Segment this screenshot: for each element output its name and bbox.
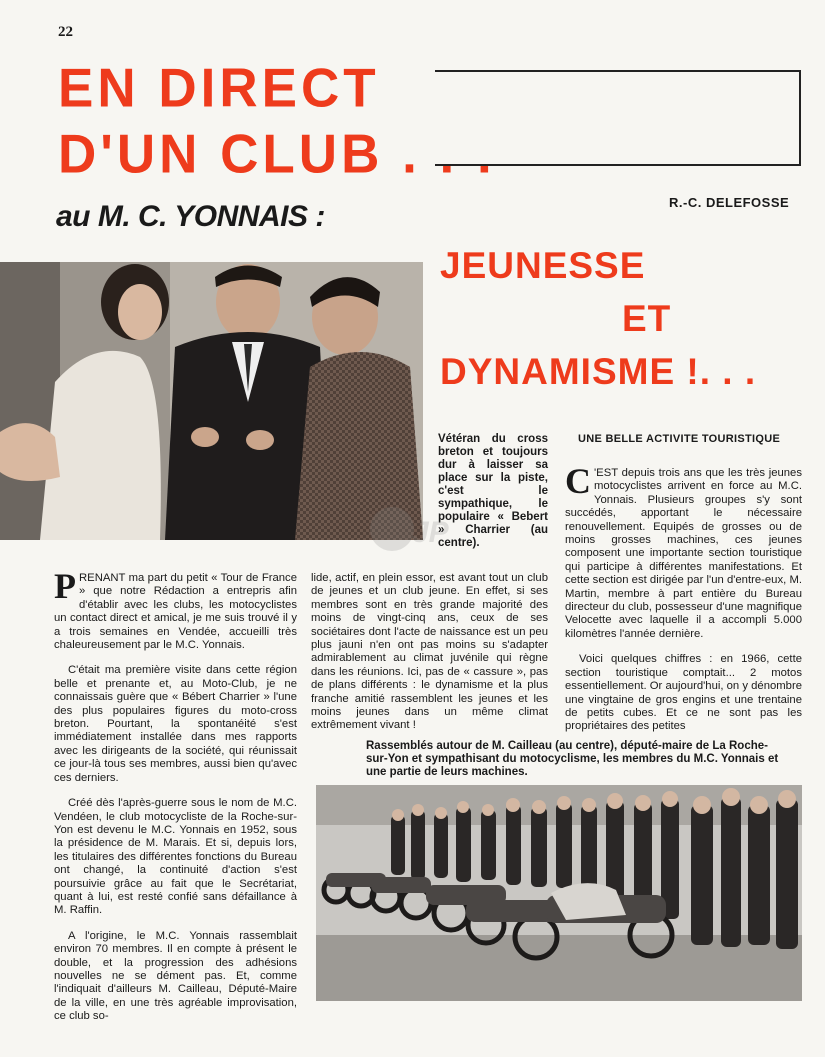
svg-text:JP: JP xyxy=(412,516,449,549)
club-title: au M. C. YONNAIS : xyxy=(56,200,325,233)
paragraph: Créé dès l'après-guerre sous le nom de M.C. Vendéen, le club motocycliste de la Roche-sur-Yon est devenu le M.C. Yonnais en 1952, sous la présidence de M. Marais. Et si, depuis lors, les titulaires des différentes fonctions du Bureau ont changé, la continuité d'action s'est poursuivie grâce au fait que le Secrétariat, quant à lui, est resté confié sans défaillance à M. Raffin. xyxy=(54,797,297,917)
section-heading: UNE BELLE ACTIVITE TOURISTIQUE xyxy=(578,433,781,445)
headline-line-1: EN DIRECT xyxy=(58,58,380,119)
subtitle-line-1: JEUNESSE xyxy=(440,245,646,286)
photo-three-people xyxy=(0,262,423,540)
article-column-right xyxy=(565,461,803,746)
paragraph: 'EST depuis trois ans que les très jeunes motocyclistes arrivent en force au M.C. Yonnais. Plusieurs groupes s'y sont succédés, apportant le nécessaire renouvellement. Equipés de grosses ou de moins grosses machines, ces jeunes composent une importante section touristique qui participe à différentes manifestations. Et cette section est dirigée par l'un d'entre-eux, M. Martin, membre à part entière du Bureau directeur du club, possesseur d'une magnifique Velocette avec laquelle il a accompli 5.000 kilomètres l'année dernière. xyxy=(565,467,802,640)
headline-frame xyxy=(435,70,801,166)
paragraph: C'était ma première visite dans cette région belle et prenante et, au Moto-Club, je ne connaissais guère que « Bébert Charrier » l'une des plus populaires figures du moto-cross breton. Pourtant, la spontanéité s'est immédiatement installée dans mes rapports avec les dirigeants de la société, qui réunissait ce jour-là tous ses membres, aussi bien qu'avec ces derniers. xyxy=(54,664,297,784)
headline-line-2: D'UN CLUB . . . xyxy=(58,124,496,185)
photo-club-members-motorcycles xyxy=(316,785,802,1001)
dropcap: C xyxy=(565,461,591,501)
article-column-left xyxy=(54,566,297,1036)
photo-caption-top: Vétéran du cross breton et toujours dur à laisser sa place sur la piste, c'est le sympathique, le populaire « Bebert » Charrier (au centre). xyxy=(438,433,548,549)
dropcap: P xyxy=(54,566,76,606)
article-column-middle xyxy=(311,572,548,745)
page-number: 22 xyxy=(58,24,73,40)
paragraph: lide, actif, en plein essor, est avant tout un club de jeunes et un club jeune. En effet, si ses membres sont en très grande majorité des moins de vingt-cinq ans, ceux de ses sociétaires dont l'acte de naissance est un peu plus jauni n'en ont pas moins su s'adapter admirablement au climat juvénile qui règne dans les réunions. Ici, pas de « cassure », pas de plans différents : le dynamisme et la plus franche amitié rassemblent les jeunes et les moins jeunes dans un même climat extrêmement vivant ! xyxy=(311,572,548,732)
subtitle-line-3: DYNAMISME !. . . xyxy=(440,351,757,392)
watermark-logo xyxy=(368,497,458,562)
subtitle-line-2: ET xyxy=(622,298,672,339)
paragraph: RENANT ma part du petit « Tour de France » que notre Rédaction a entrepris afin d'établir avec les clubs, les motocyclistes un contact direct et amical, je me suis trouvé il y a trois semaines en Vendée, accueilli très chaleureusement par le M.C. Yonnais. xyxy=(54,572,297,652)
photo-caption-bottom: Rassemblés autour de M. Cailleau (au centre), député-maire de La Roche-sur-Yon et sympathisant du motocyclisme, les membres du M.C. Yonnais et une partie de leurs machines. xyxy=(366,740,779,778)
paragraph: A l'origine, le M.C. Yonnais rassemblait environ 70 membres. Il en compte à présent le double, et la progression des adhésions nouvelles ne se dément pas. Et, comme l'indiquait d'ailleurs M. Cailleau, Député-Maire de la ville, en une très agréable improvisation, ce club so- xyxy=(54,929,297,1023)
paragraph: Voici quelques chiffres : en 1966, cette section touristique comptait... 2 motos essentiellement. Or aujourd'hui, on y dénombre une vingtaine de gros engins et une trentaine de petits cubes. Et ce ne sont pas les propriétaires des petites xyxy=(565,653,803,733)
author-byline: R.-C. DELEFOSSE xyxy=(669,195,790,210)
